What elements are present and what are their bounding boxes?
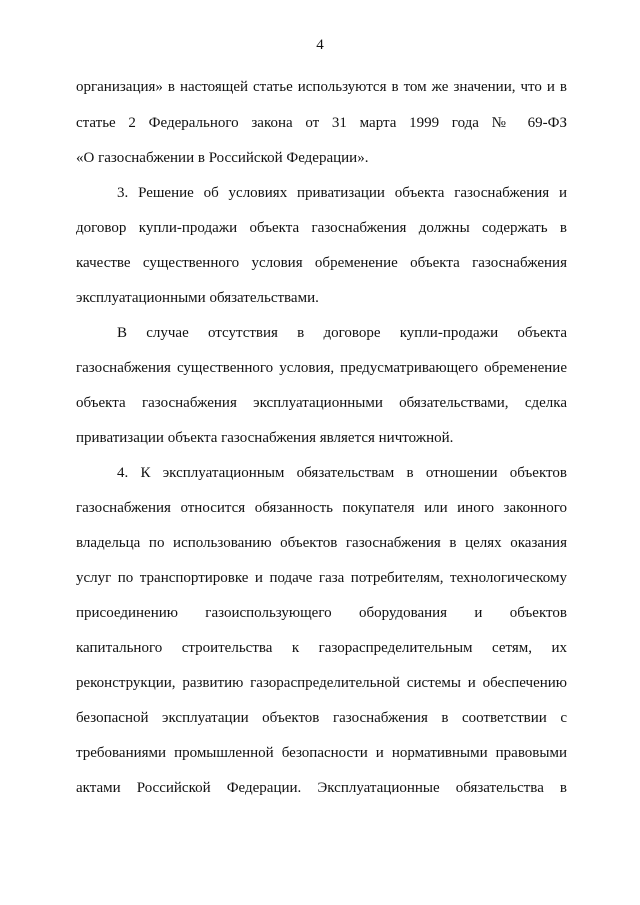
text-line: услуг по транспортировке и подаче газа потребителям, технологическому — [76, 570, 567, 586]
text-line: «О газоснабжении в Российской Федерации». — [76, 150, 369, 166]
text-line: объекта газоснабжения эксплуатационными обязательствами, сделка — [76, 395, 567, 411]
text-line: владельца по использованию объектов газоснабжения в целях оказания — [76, 535, 567, 551]
text-line: реконструкции, развитию газораспределительной системы и обеспечению — [76, 675, 567, 691]
page-number: 4 — [316, 37, 324, 53]
text-line: качестве существенного условия обременение объекта газоснабжения — [76, 255, 567, 271]
text-line: договор купли-продажи объекта газоснабжения должны содержать в — [76, 220, 567, 236]
text-line: газоснабжения существенного условия, предусматривающего обременение — [76, 360, 567, 376]
paragraph-4-first-line: 4. К эксплуатационным обязательствам в отношении объектов — [117, 465, 567, 481]
text-line: актами Российской Федерации. Эксплуатационные обязательства в — [76, 780, 567, 796]
text-line: эксплуатационными обязательствами. — [76, 290, 319, 306]
text-line: газоснабжения относится обязанность покупателя или иного законного — [76, 500, 567, 516]
text-line: организация» в настоящей статье используются в том же значении, что и в — [76, 79, 567, 95]
text-line: статье 2 Федерального закона от 31 марта 1999 года № 69-ФЗ — [76, 115, 567, 131]
text-line: безопасной эксплуатации объектов газоснабжения в соответствии с — [76, 710, 567, 726]
text-line: капитального строительства к газораспределительным сетям, их — [76, 640, 567, 656]
paragraph-first-line: В случае отсутствия в договоре купли-продажи объекта — [117, 325, 567, 341]
text-line: требованиями промышленной безопасности и нормативными правовыми — [76, 745, 567, 761]
text-line: приватизации объекта газоснабжения является ничтожной. — [76, 430, 454, 446]
text-line: присоединению газоиспользующего оборудования и объектов — [76, 605, 567, 621]
paragraph-3-first-line: 3. Решение об условиях приватизации объекта газоснабжения и — [117, 185, 567, 201]
